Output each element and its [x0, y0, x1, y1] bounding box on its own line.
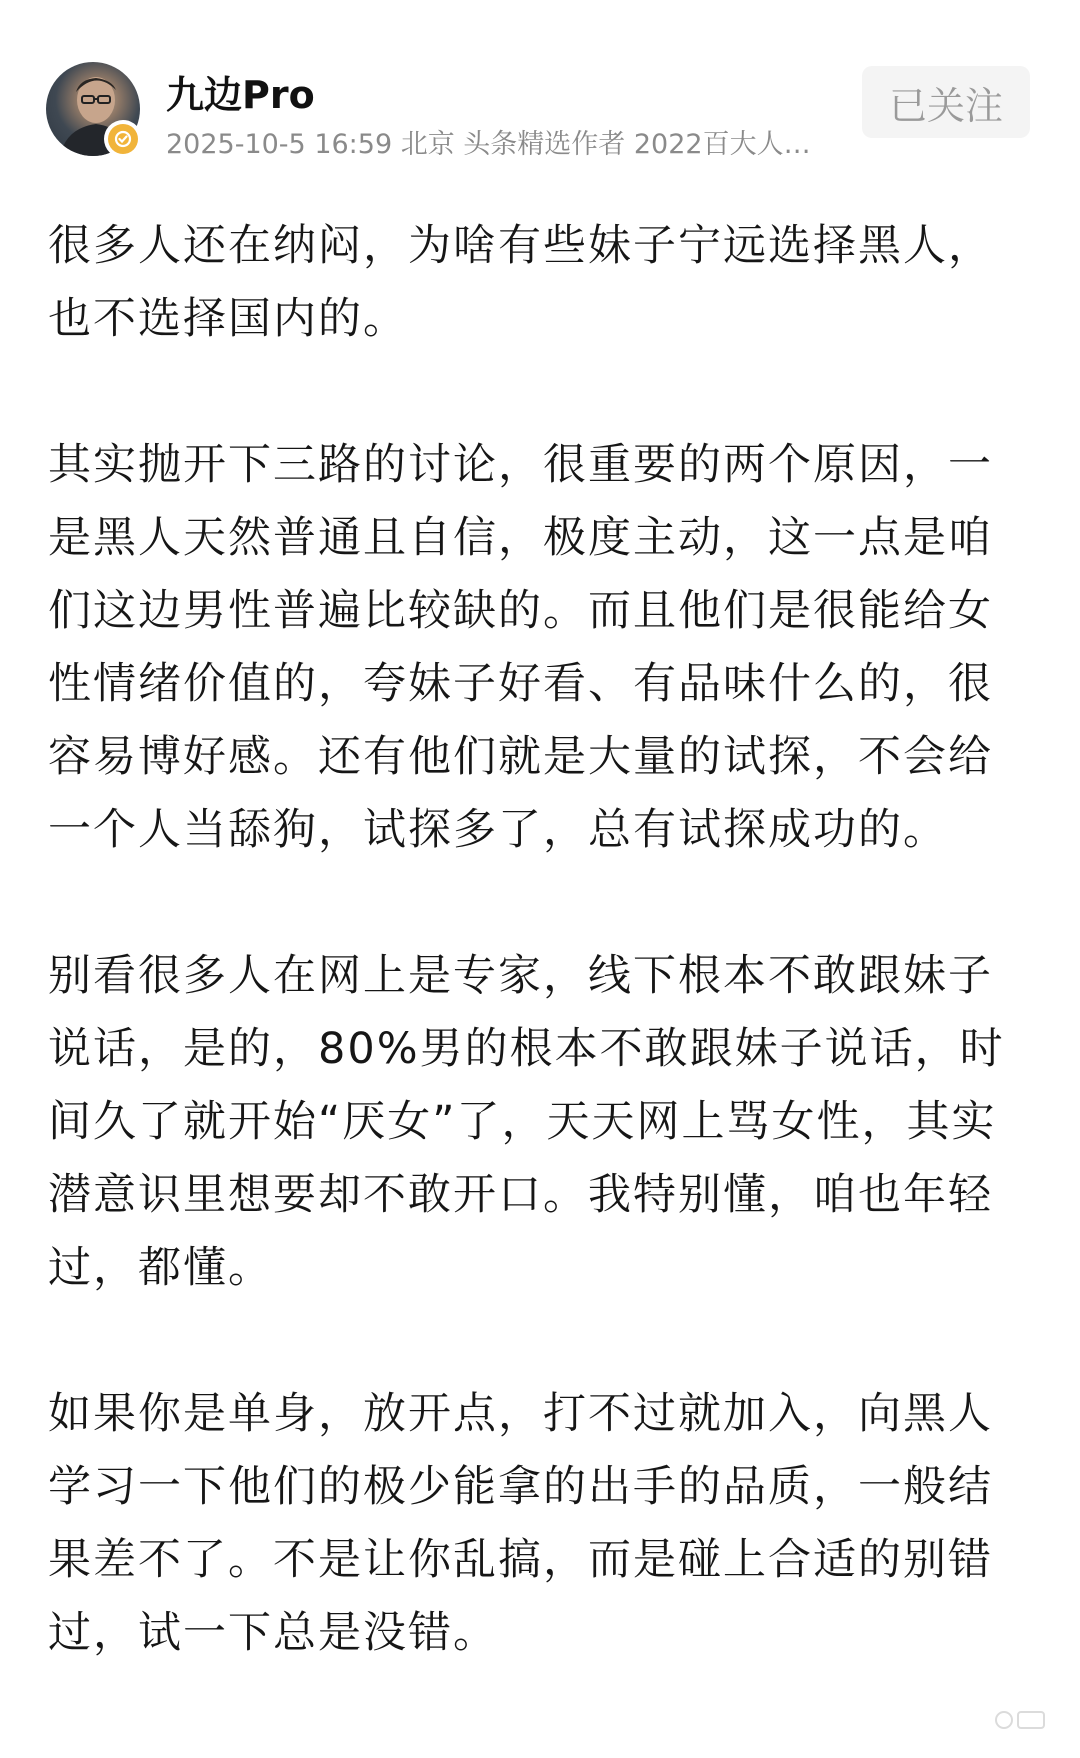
post-body	[48, 210, 1028, 1743]
author-avatar-container[interactable]	[46, 62, 140, 156]
post-meta: 2025-10-5 16:59 北京 头条精选作者 2022百大人…	[166, 129, 811, 160]
post-paragraph: 很多人还在纳闷，为啥有些妹子宁远选择黑人，也不选择国内的。	[48, 221, 993, 344]
post-header	[0, 0, 1080, 190]
follow-button[interactable]: 已关注	[862, 66, 1030, 138]
author-name[interactable]: 九边Pro	[166, 73, 315, 117]
verified-badge-icon	[104, 120, 142, 158]
post-paragraph: 其实抛开下三路的讨论，很重要的两个原因，一是黑人天然普通且自信，极度主动，这一点是咱们这边男性普遍比较缺的。而且他们是很能给女性情绪价值的，夸妹子好看、有品味什么的，很容易博好感。还有他们就是大量的试探，不会给一个人当舔狗，试探多了，总有试探成功的。	[48, 440, 993, 855]
post-paragraph: 别看很多人在网上是专家，线下根本不敢跟妹子说话，是的，80%男的根本不敢跟妹子说话，时间久了就开始“厌女”了，天天网上骂女性，其实潜意识里想要却不敢开口。我特别懂，咱也年轻过，都懂。	[48, 951, 1005, 1293]
post-paragraph: 如果你是单身，放开点，打不过就加入，向黑人学习一下他们的极少能拿的出手的品质，一般结果差不了。不是让你乱搞，而是碰上合适的别错过，试一下总是没错。	[48, 1389, 993, 1658]
watermark-icon	[990, 1700, 1050, 1740]
